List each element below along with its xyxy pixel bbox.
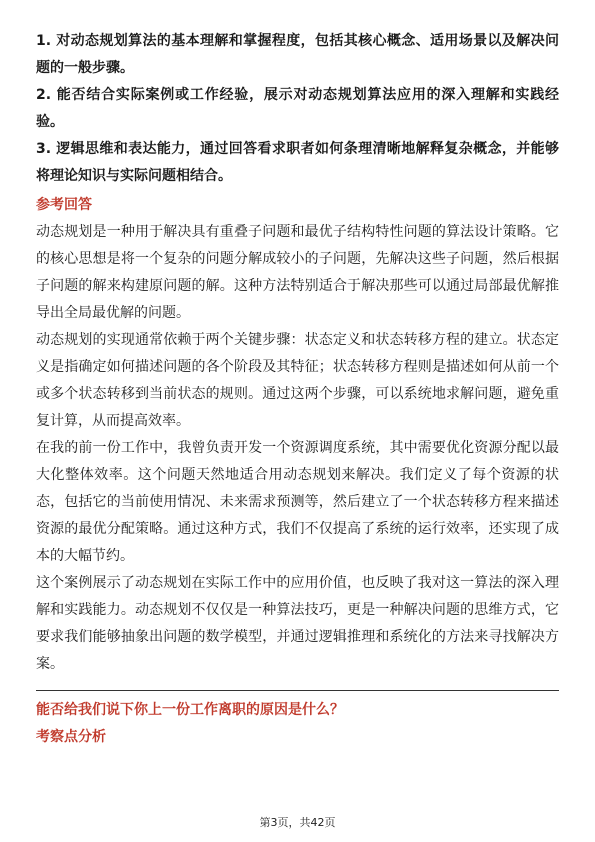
answer-heading: 参考回答 [36, 197, 92, 213]
answer-paragraph-2: 动态规划的实现通常依赖于两个关键步骤：状态定义和状态转移方程的建立。状态定义是指确定如何描述问题的各个阶段及其特征；状态转移方程则是描述如何从前一个或多个状态转移到当前状态的规则。通过这两个步骤，可以系统地求解问题，避免重复计算，从而提高效率。 [36, 332, 559, 429]
criterion-2: 2. 能否结合实际案例或工作经验，展示对动态规划算法应用的深入理解和实践经验。 [36, 87, 559, 130]
section-divider [36, 690, 559, 691]
criterion-3: 3. 逻辑思维和表达能力，通过回答看求职者如何条理清晰地解释复杂概念，并能够将理论知识与实际问题相结合。 [36, 141, 559, 184]
next-question-heading: 能否给我们说下你上一份工作离职的原因是什么？ [36, 702, 344, 718]
document-page [36, 28, 559, 751]
criterion-1: 1. 对动态规划算法的基本理解和掌握程度，包括其核心概念、适用场景以及解决问题的一般步骤。 [36, 33, 559, 76]
answer-paragraph-3: 在我的前一份工作中，我曾负责开发一个资源调度系统，其中需要优化资源分配以最大化整体效率。这个问题天然地适合用动态规划来解决。我们定义了每个资源的状态，包括它的当前使用情况、未来需求预测等，然后建立了一个状态转移方程来描述资源的最优分配策略。通过这种方式，我们不仅提高了系统的运行效率，还实现了成本的大幅节约。 [36, 440, 559, 564]
page-footer: 第3页，共42页 [259, 816, 336, 829]
analysis-heading: 考察点分析 [36, 729, 106, 745]
answer-paragraph-1: 动态规划是一种用于解决具有重叠子问题和最优子结构特性问题的算法设计策略。它的核心思想是将一个复杂的问题分解成较小的子问题，先解决这些子问题，然后根据子问题的解来构建原问题的解。这种方法特别适合于解决那些可以通过局部最优解推导出全局最优解的问题。 [36, 224, 559, 321]
answer-paragraph-4: 这个案例展示了动态规划在实际工作中的应用价值，也反映了我对这一算法的深入理解和实践能力。动态规划不仅仅是一种算法技巧，更是一种解决问题的思维方式，它要求我们能够抽象出问题的数学模型，并通过逻辑推理和系统化的方法来寻找解决方案。 [36, 575, 559, 672]
